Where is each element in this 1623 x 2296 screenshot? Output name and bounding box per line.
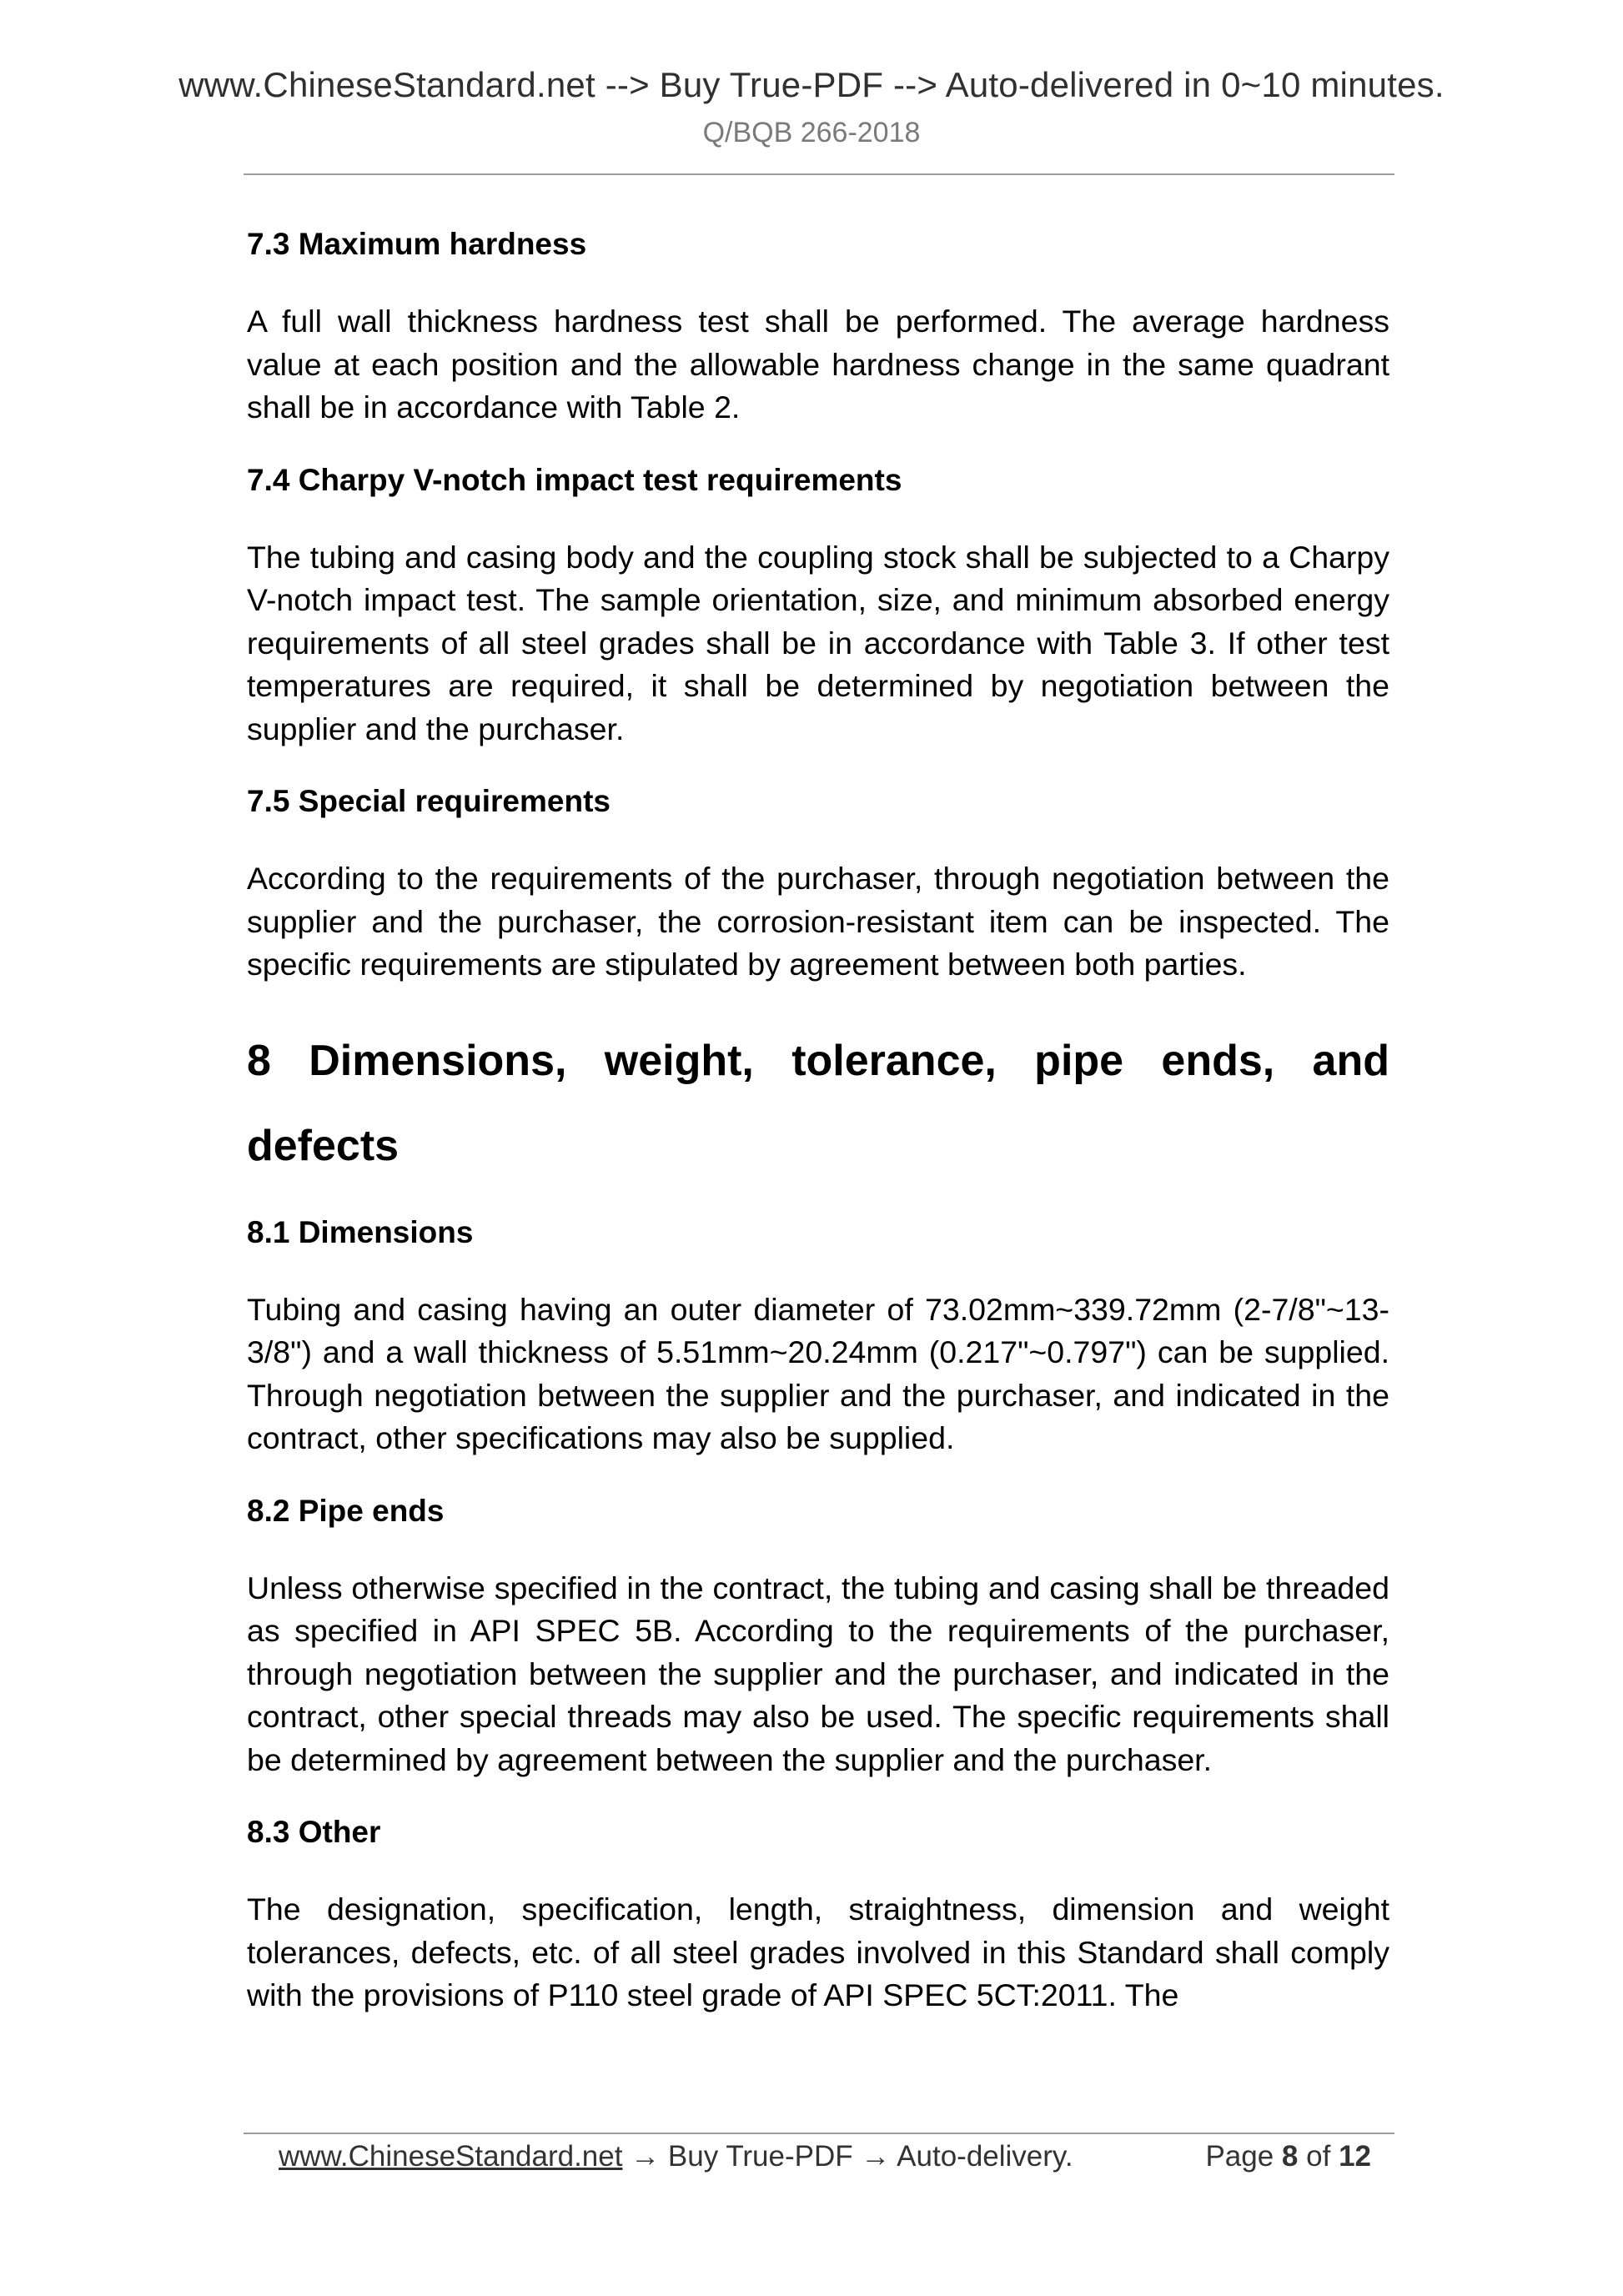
section-7-4-heading: 7.4 Charpy V-notch impact test requirements	[247, 462, 902, 497]
section-7-3-body: A full wall thickness hardness test shall be performed. The average hardness value at each position and the allowable hardness change in the same quadrant shall be in accordance with Table 2.	[247, 304, 1389, 425]
section-8-heading-line2: defects	[247, 1121, 399, 1170]
header-site-line: www.ChineseStandard.net --> Buy True-PDF --> Auto-delivered in 0~10 minutes.	[178, 65, 1445, 104]
section-7-5-body: According to the requirements of the purchaser, through negotiation between the supplier and the purchaser, the corrosion-resistant item can be inspected. The specific requirements are stipulated by agreement between both parties.	[247, 861, 1389, 982]
section-8-2-body: Unless otherwise specified in the contract, the tubing and casing shall be threaded as specified in API SPEC 5B. According to the requirements of the purchaser, through negotiation between the supplier and the purchaser, and indicated in the contract, other special threads may also be used. The specific requirements shall be determined by agreement between the supplier and the purchaser.	[247, 1570, 1389, 1777]
footer-promo-text: → Buy True-PDF → Auto-delivery.	[622, 2140, 1073, 2173]
footer-promo	[279, 2140, 1073, 2173]
of-word: of	[1306, 2140, 1331, 2173]
header-divider	[244, 173, 1394, 175]
section-8-heading	[247, 1018, 1389, 1188]
page-number: 8	[1281, 2140, 1299, 2173]
section-7-3-heading: 7.3 Maximum hardness	[247, 227, 587, 261]
footer	[279, 2140, 1371, 2173]
page-content	[247, 225, 1389, 2049]
section-8-1-heading: 8.1 Dimensions	[247, 1214, 474, 1249]
section-8-3-body: The designation, specification, length, straightness, dimension and weight tolerances, defects, etc. of all steel grades involved in this Standard shall comply with the provisions of P110 steel grade of API SPEC 5CT:2011. The	[247, 1892, 1389, 2012]
section-7-5-heading: 7.5 Special requirements	[247, 784, 611, 818]
page-word: Page	[1205, 2140, 1274, 2173]
header-standard-number: Q/BQB 266-2018	[702, 117, 921, 148]
section-8-heading-line1: 8 Dimensions, weight, tolerance, pipe ends, and	[247, 1036, 1389, 1085]
footer-site-link[interactable]: www.ChineseStandard.net	[279, 2140, 623, 2173]
section-7-4-body: The tubing and casing body and the coupling stock shall be subjected to a Charpy V-notch impact test. The sample orientation, size, and minimum absorbed energy requirements of all steel grades shall be in accordance with Table 3. If other test temperatures are required, it shall be determined by negotiation between the supplier and the purchaser.	[247, 539, 1389, 746]
page-indicator	[1205, 2140, 1371, 2173]
footer-divider	[244, 2133, 1394, 2134]
section-8-1-body: Tubing and casing having an outer diameter of 73.02mm~339.72mm (2-7/8"~13-3/8") and a wall thickness of 5.51mm~20.24mm (0.217"~0.797") can be supplied. Through negotiation between the supplier and the purchaser, and indicated in the contract, other specifications may also be supplied.	[247, 1291, 1389, 1455]
page-total: 12	[1339, 2140, 1371, 2173]
section-8-3-heading: 8.3 Other	[247, 1815, 381, 1849]
section-8-2-heading: 8.2 Pipe ends	[247, 1493, 445, 1528]
